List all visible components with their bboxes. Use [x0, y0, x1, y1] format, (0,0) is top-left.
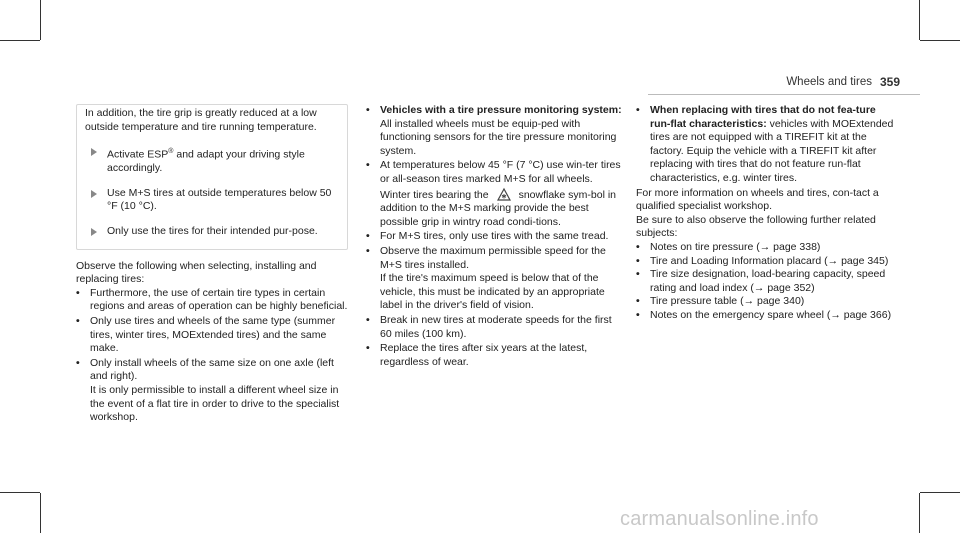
- action-item: Use M+S tires at outside temperatures below 50 °F (10 °C).: [85, 187, 339, 214]
- related-link[interactable]: • Tire size designation, load-bearing capacity, speed rating and load index (→ page 352): [636, 268, 886, 294]
- arrow-icon: →: [830, 308, 841, 321]
- list-item: • Only install wheels of the same size on one axle (left and right). It is only permissible to install a different wheel size in the event of a flat tire in order to drive to the specialist workshop.: [76, 356, 340, 424]
- crop-mark: [40, 493, 41, 533]
- action-item: Only use the tires for their intended pur-pose.: [85, 225, 339, 239]
- arrow-icon: →: [753, 281, 765, 294]
- list-item: • At temperatures below 45 °F (7 °C) use win-ter tires or all-season tires marked M+S for all wheels. Winter tires bearing the snowflake sym-bol in addition to the M+S marking provide the best possible grip in wintry road condi-tions.: [366, 159, 621, 228]
- watermark: carmanualsonline.info: [620, 508, 819, 530]
- notice-box: [76, 104, 348, 250]
- related-link[interactable]: • Tire pressure table (→ page 340): [636, 295, 805, 308]
- bullet-list: [76, 287, 348, 425]
- arrow-icon: →: [827, 254, 839, 267]
- list-item: • Furthermore, the use of certain tire types in certain regions and areas of operation can be highly beneficial.: [76, 286, 348, 313]
- column-middle: [366, 104, 624, 370]
- list-item: • Replace the tires after six years at the latest, regardless of wear.: [366, 342, 588, 368]
- related-link[interactable]: • Notes on the emergency spare wheel (→ page 366): [636, 308, 892, 321]
- list-item: • When replacing with tires that do not fea-ture run-flat characteristics: vehicles with MOExtended tires are not equipped with a TIREFIT kit at the factory. Equip the vehicle with a TIREFIT kit after replacing with tires that do not feature run-flat characteristics, e.g. winter tires.: [636, 104, 894, 184]
- action-arrow-icon: [91, 190, 97, 198]
- action-arrow-icon: [91, 148, 97, 156]
- section-title: Wheels and tires: [786, 76, 872, 88]
- column-left: [76, 104, 348, 426]
- list-item: • For M+S tires, only use tires with the same tread.: [366, 230, 609, 243]
- snowflake-mountain-icon: [497, 187, 511, 201]
- arrow-icon: →: [743, 295, 755, 308]
- intro-text: Observe the following when selecting, installing and replacing tires:: [76, 259, 317, 286]
- list-item: • Break in new tires at moderate speeds for the first 60 miles (100 km).: [366, 313, 612, 340]
- related-link[interactable]: • Tire and Loading Information placard (→ page 345): [636, 254, 889, 267]
- bullet-list: [366, 104, 624, 369]
- arrow-icon: →: [759, 240, 771, 253]
- crop-mark: [0, 492, 40, 493]
- header-divider: [648, 94, 920, 95]
- info-text: For more information on wheels and tires, con-tact a qualified specialist workshop.: [636, 186, 879, 213]
- bullet-list: [636, 104, 898, 186]
- crop-mark: [920, 492, 960, 493]
- crop-mark: [0, 40, 40, 41]
- action-item: Activate ESP® and adapt your driving style accordingly.: [85, 145, 339, 176]
- page-number: 359: [879, 75, 900, 89]
- box-intro: In addition, the tire grip is greatly reduced at a low outside temperature and tire running temperature.: [85, 107, 317, 133]
- crop-mark: [920, 40, 960, 41]
- info-text: Be sure to also observe the following further related subjects:: [636, 213, 876, 240]
- column-right: [636, 104, 898, 323]
- page-header: [786, 75, 900, 89]
- related-links: [636, 241, 898, 323]
- crop-mark: [919, 0, 920, 40]
- crop-mark: [40, 0, 41, 40]
- action-arrow-icon: [91, 228, 97, 236]
- crop-mark: [919, 493, 920, 533]
- list-item: • Observe the maximum permissible speed for the M+S tires installed. If the tire's maximum speed is below that of the vehicle, this must be indicated by an appropriate label in the driver's field of vision.: [366, 244, 606, 312]
- related-link[interactable]: • Notes on tire pressure (→ page 338): [636, 240, 821, 253]
- list-item: • Only use tires and wheels of the same type (summer tires, winter tires, MOExtended tires) and the same make.: [76, 315, 336, 355]
- list-item: • Vehicles with a tire pressure monitoring system: All installed wheels must be equip-ped with functioning sensors for the tire pressure monitoring system.: [366, 104, 622, 157]
